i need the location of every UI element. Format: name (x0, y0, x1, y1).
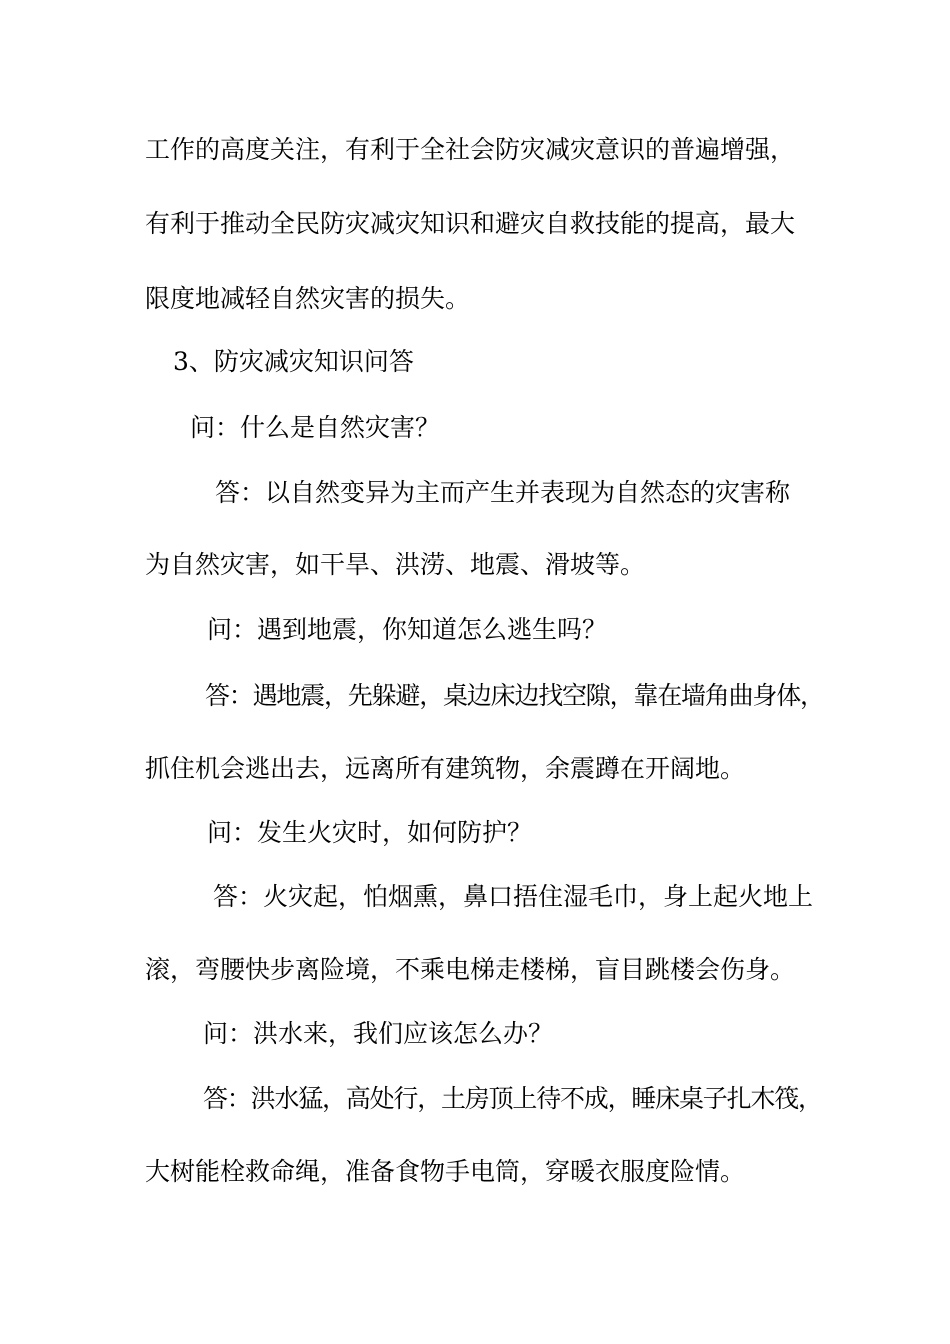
answer-line: 滚，弯腰快步离险境，不乘电梯走楼梯，盲目跳楼会伤身。 (145, 955, 796, 984)
question-line: 问：遇到地震，你知道怎么逃生吗？ (207, 615, 608, 644)
answer-line: 答：以自然变异为主而产生并表现为自然态的灾害称 (215, 478, 791, 507)
paragraph-line: 工作的高度关注，有利于全社会防灾减灾意识的普遍增强， (145, 135, 796, 164)
paragraph-line: 有利于推动全民防灾减灾知识和避灾自救技能的提高，最大 (145, 209, 796, 238)
answer-line: 答：遇地震，先躲避，桌边床边找空隙，靠在墙角曲身体， (205, 681, 824, 710)
answer-line: 为自然灾害，如干旱、洪涝、地震、滑坡等。 (145, 550, 646, 579)
section-heading: 3、防灾减灾知识问答 (173, 347, 414, 376)
answer-line: 答：洪水猛，高处行，土房顶上待不成，睡床桌子扎木筏， (203, 1084, 822, 1113)
answer-line: 抓住机会逃出去，远离所有建筑物，余震蹲在开阔地。 (145, 754, 746, 783)
question-line: 问：什么是自然灾害？ (190, 413, 441, 442)
question-line: 问：发生火灾时，如何防护？ (207, 818, 533, 847)
answer-line: 答：火灾起，怕烟熏，鼻口捂住湿毛巾，身上起火地上 (213, 882, 814, 911)
answer-line: 大树能栓救命绳，准备食物手电筒，穿暖衣服度险情。 (145, 1157, 746, 1186)
paragraph-line: 限度地减轻自然灾害的损失。 (145, 284, 471, 313)
question-line: 问：洪水来，我们应该怎么办？ (203, 1019, 554, 1048)
